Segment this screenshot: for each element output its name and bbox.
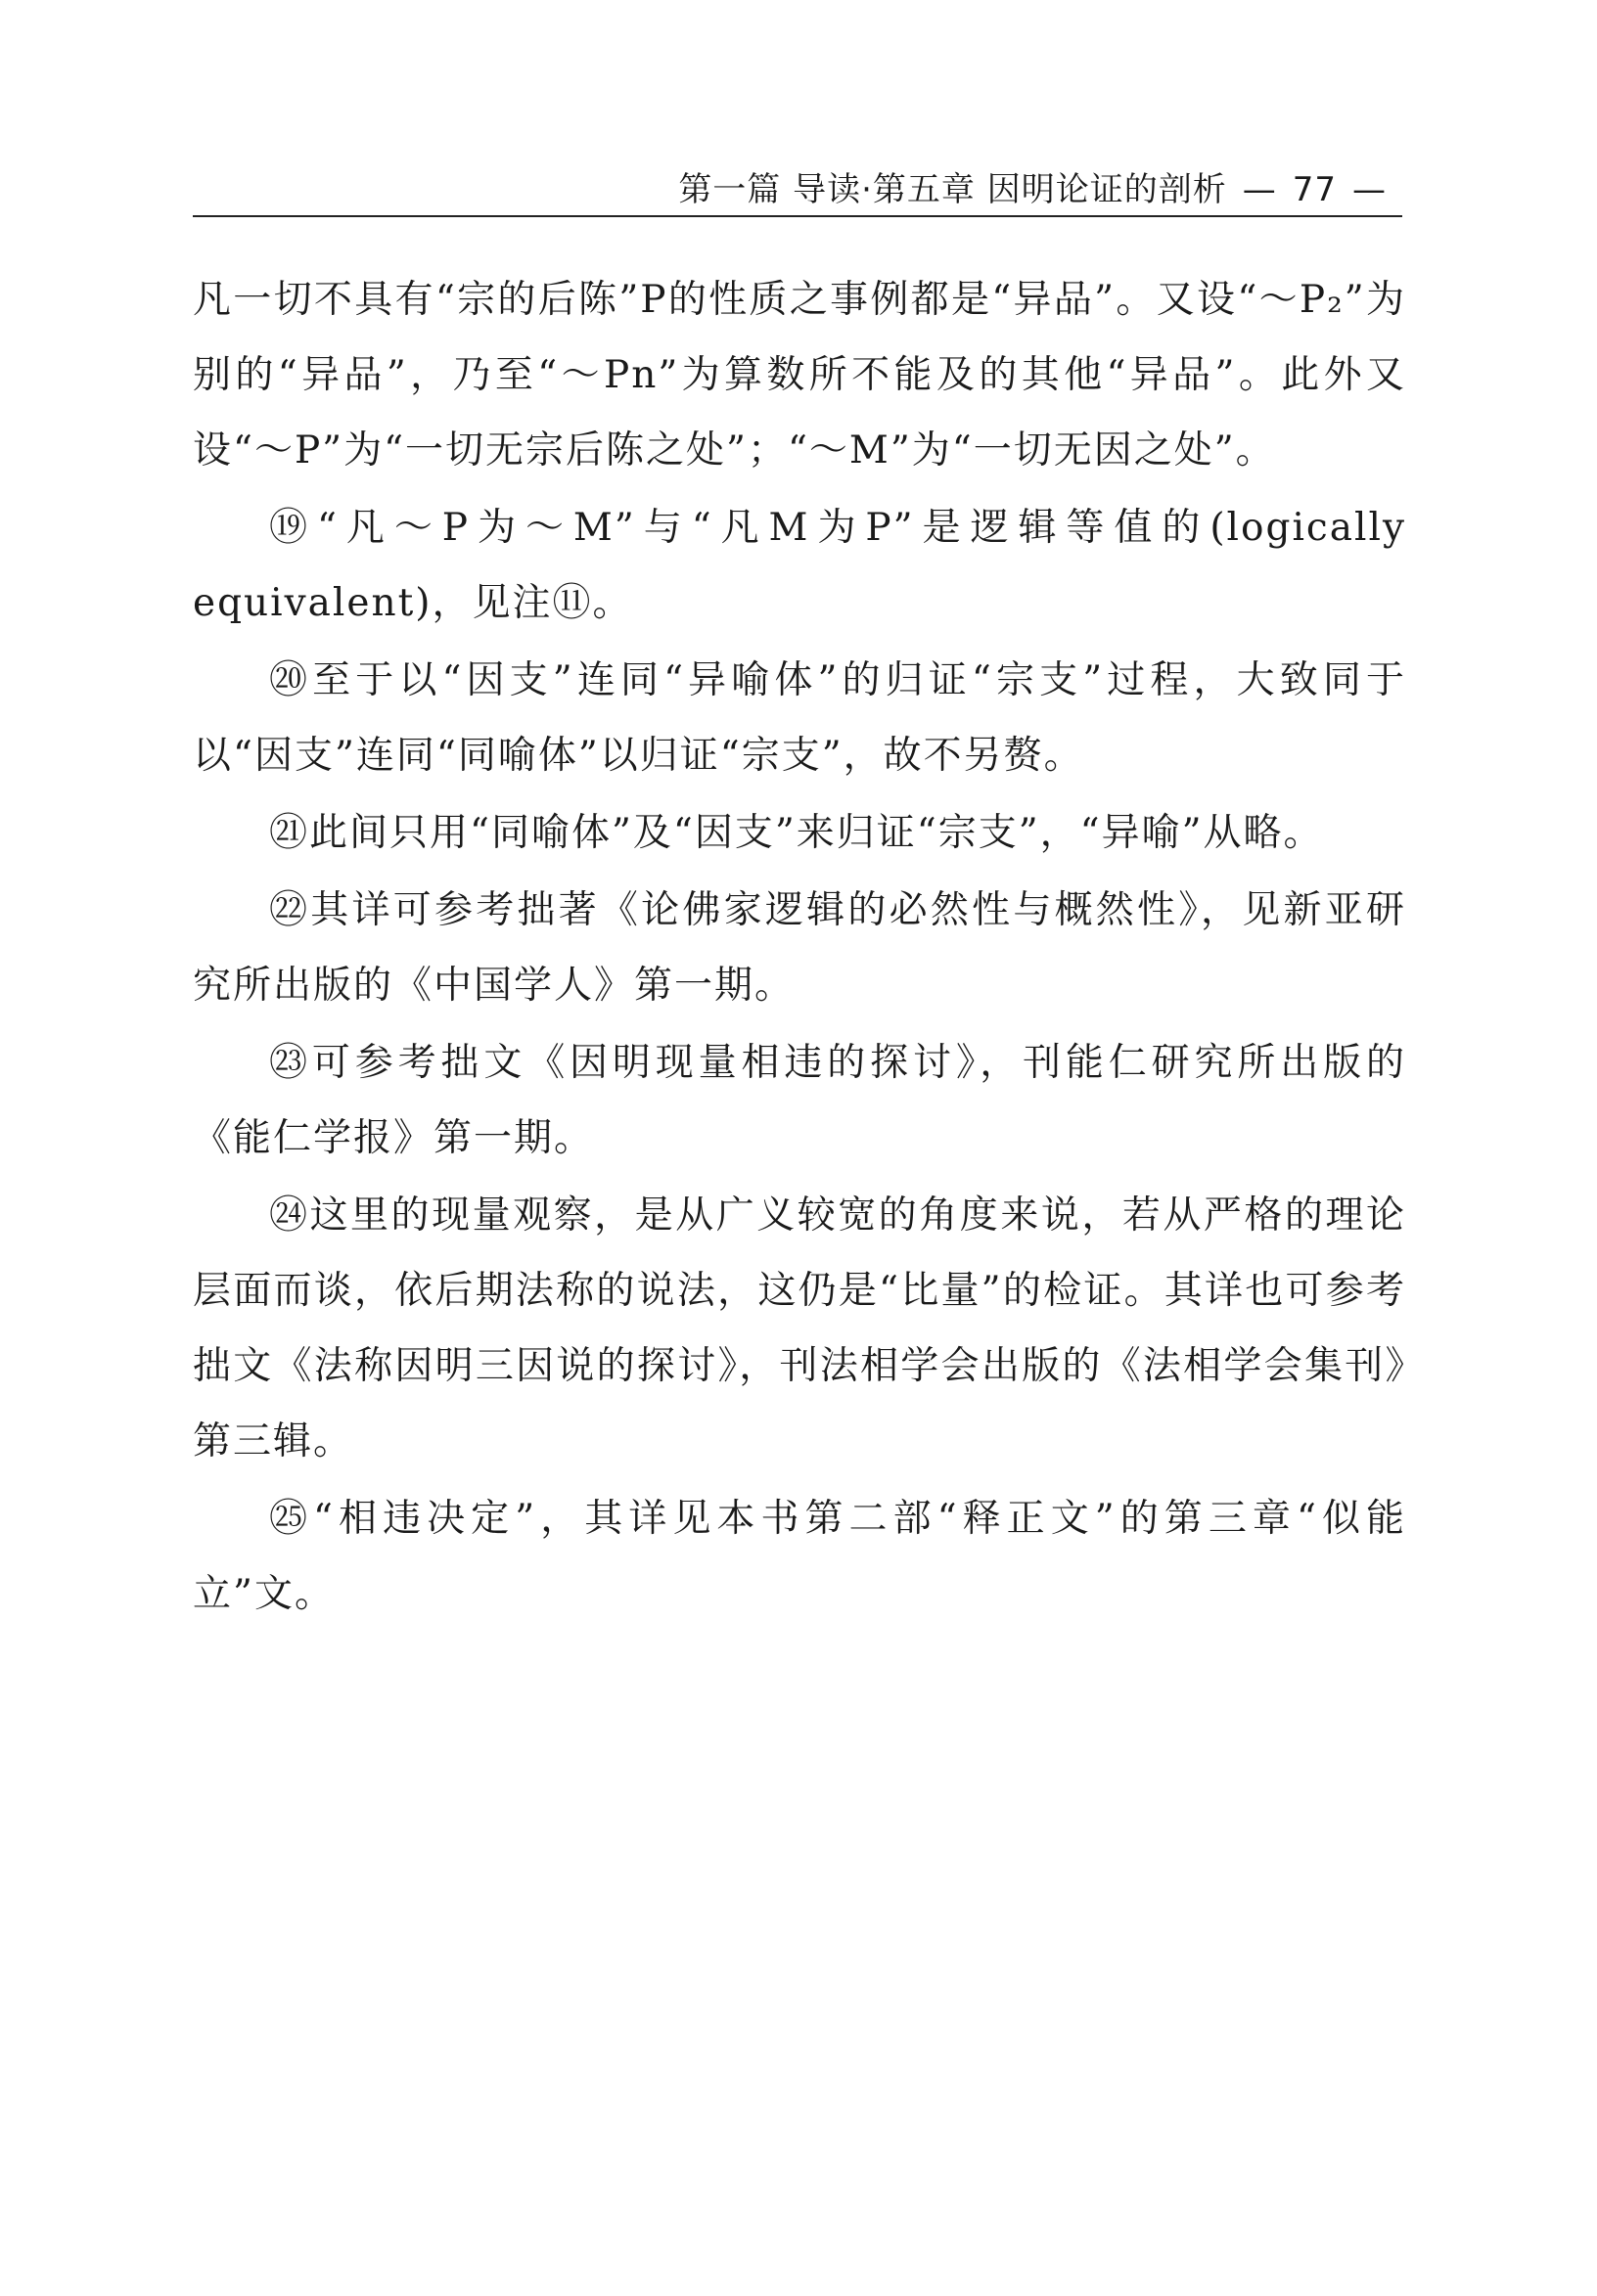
note-19: ⑲“凡～P为～M”与“凡M为P”是逻辑等值的(logically equivalent)，见注⑪。	[193, 506, 1406, 625]
note-25: ㉕“相违决定”，其详见本书第二部“释正文”的第三章“似能立”文。	[193, 1497, 1406, 1616]
page-dash-right: —	[1352, 170, 1387, 209]
note-20: ⑳至于以“因支”连同“异喻体”的归证“宗支”过程，大致同于以“因支”连同“同喻体”以归证“宗支”，故不另赘。	[193, 658, 1406, 778]
paragraph-continuation: 凡一切不具有“宗的后陈”P的性质之事例都是“异品”。又设“～P₂”为别的“异品”，乃至“～Pn”为算数所不能及的其他“异品”。此外又设“～P”为“一切无宗后陈之处”；“～M”为“一切无因之处”。	[193, 278, 1406, 473]
note-22: ㉒其详可参考拙著《论佛家逻辑的必然性与概然性》，见新亚研究所出版的《中国学人》第一期。	[193, 888, 1406, 1008]
notes-body	[193, 262, 1406, 1632]
chapter-title: 第一篇 导读·第五章 因明论证的剖析	[678, 170, 1227, 209]
note-24: ㉔这里的现量观察，是从广义较宽的角度来说，若从严格的理论层面而谈，依后期法称的说法，这仍是“比量”的检证。其详也可参考拙文《法称因明三因说的探讨》，刊法相学会出版的《法相学会集刊》第三辑。	[193, 1193, 1406, 1463]
note-21: ㉑此间只用“同喻体”及“因支”来归证“宗支”，“异喻”从略。	[269, 811, 1324, 855]
note-23: ㉓可参考拙文《因明现量相违的探讨》，刊能仁研究所出版的《能仁学报》第一期。	[193, 1041, 1406, 1160]
running-header	[193, 168, 1402, 217]
page-number: 77	[1292, 170, 1337, 209]
page-dash-left: —	[1242, 170, 1277, 209]
